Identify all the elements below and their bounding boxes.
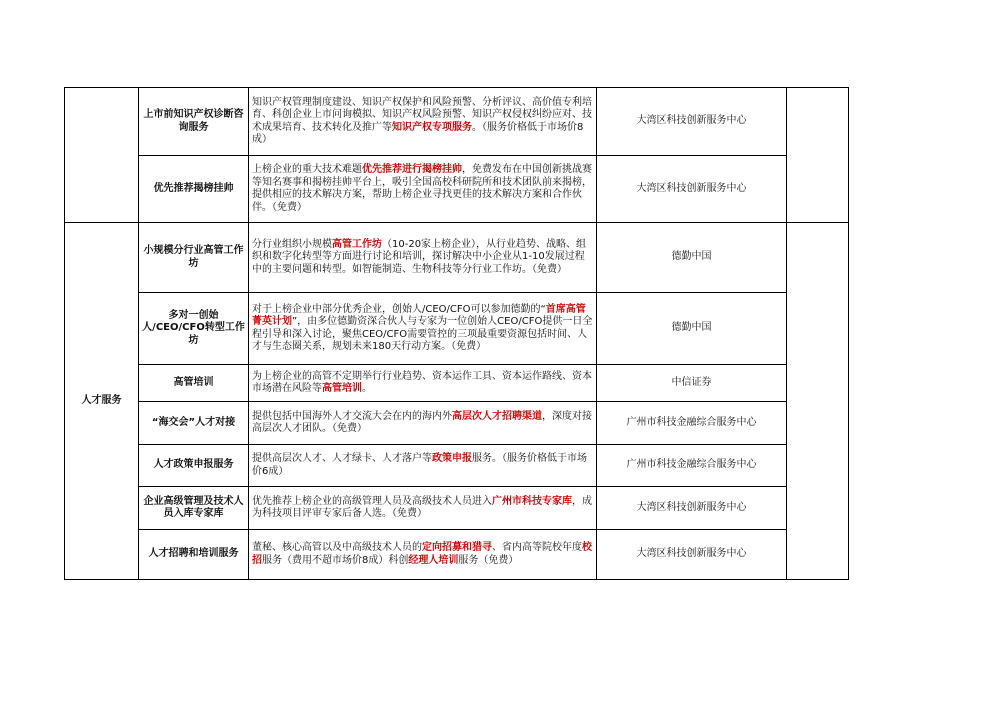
service-desc — [249, 365, 597, 402]
table-row — [65, 487, 849, 530]
service-desc — [249, 156, 597, 223]
service-desc — [249, 445, 597, 487]
highlight-text: 高管培训 — [322, 383, 362, 394]
service-name: “海交会”人才对接 — [139, 402, 249, 445]
highlight-text: 高层次人才招聘渠道 — [452, 410, 542, 422]
highlight-text: 定向招募和猎寻 — [422, 542, 492, 553]
service-desc — [249, 402, 597, 445]
highlight-text: 经理人培训 — [408, 554, 459, 566]
provider-cell: 大湾区科技创新服务中心 — [597, 530, 787, 580]
blank-cell — [787, 223, 849, 580]
desc-text: 对于上榜企业中部分优秀企业，创始人/CEO/CFO可以参加德勤的“ — [252, 303, 546, 315]
desc-text: ，成为科技项目评审专家后备人选。（免费） — [252, 495, 592, 519]
desc-text: （10-20家上榜企业），从行业趋势、战略、组织和数字化转型等方面进行讨论和培训，探讨解决中小企业从1-10发展过程中的主要问题和转型。如智能制造、生物科技等分行业工作坊。（免费） — [252, 238, 587, 275]
service-name: 人才政策申报服务 — [139, 445, 249, 487]
table-row — [65, 293, 849, 365]
provider-cell: 广州市科技金融综合服务中心 — [597, 402, 787, 445]
table-row — [65, 156, 849, 223]
table-row — [65, 530, 849, 580]
provider-cell: 大湾区科技创新服务中心 — [597, 487, 787, 530]
table-row — [65, 402, 849, 445]
service-name: 上市前知识产权诊断咨询服务 — [139, 88, 249, 156]
service-name: 企业高级管理及技术人员入库专家库 — [139, 487, 249, 530]
service-table — [64, 87, 849, 580]
highlight-text: 首席高管菁英计划 — [252, 303, 586, 327]
table-row — [65, 445, 849, 487]
provider-cell: 广州市科技金融综合服务中心 — [597, 445, 787, 487]
desc-text: 提供包括中国海外人才交流大会在内的海内外 — [252, 410, 452, 422]
provider-cell: 中信证券 — [597, 365, 787, 402]
blank-cell — [787, 88, 849, 223]
service-name: 高管培训 — [139, 365, 249, 402]
table-row — [65, 223, 849, 293]
desc-text: 董秘、核心高管以及中高级技术人员的 — [252, 542, 422, 553]
service-desc — [249, 88, 597, 156]
provider-cell: 大湾区科技创新服务中心 — [597, 156, 787, 223]
desc-text: 上榜企业的重大技术难题 — [252, 164, 362, 175]
desc-text: 。 — [362, 383, 372, 394]
desc-text: 分行业组织小规模 — [252, 238, 332, 250]
desc-text: 优先推荐上榜企业的高级管理人员及高级技术人员进入 — [252, 495, 492, 507]
desc-text: 、省内高等院校年度 — [492, 542, 582, 553]
service-name: 优先推荐揭榜挂帅 — [139, 156, 249, 223]
desc-text: 。（服务价格低于市场价8成） — [252, 121, 584, 145]
table-row — [65, 88, 849, 156]
highlight-text: 高管工作坊 — [332, 238, 382, 250]
table-row — [65, 365, 849, 402]
provider-cell: 德勤中国 — [597, 293, 787, 365]
highlight-text: 优先推荐进行揭榜挂帅 — [362, 164, 462, 175]
category-cell-talent: 人才服务 — [65, 223, 139, 580]
highlight-text: 政策申报 — [432, 453, 472, 464]
service-desc — [249, 530, 597, 580]
service-name: 人才招聘和培训服务 — [139, 530, 249, 580]
highlight-text: 知识产权专项服务 — [392, 121, 472, 133]
service-desc — [249, 487, 597, 530]
desc-text: 服务（费用不超市场价8成）科创 — [262, 554, 409, 566]
service-name: 小规模分行业高管工作坊 — [139, 223, 249, 293]
highlight-text: 校招 — [252, 542, 592, 566]
service-name: 多对一创始人/CEO/CFO转型工作坊 — [139, 293, 249, 365]
desc-text: 为上榜企业的高管不定期举行行业趋势、资本运作工具、资本运作路线、资本市场潜在风险等 — [252, 370, 592, 394]
desc-text: 提供高层次人才、人才绿卡、人才落户等 — [252, 453, 432, 464]
provider-cell: 大湾区科技创新服务中心 — [597, 88, 787, 156]
desc-text: ，深度对接高层次人才团队。（免费） — [252, 410, 592, 434]
desc-text: 服务。（服务价格低于市场价6成） — [252, 453, 587, 477]
service-desc — [249, 293, 597, 365]
category-cell-prev — [65, 88, 139, 223]
desc-text: 服务（免费） — [458, 554, 519, 566]
desc-text: ”，由多位德勤资深合伙人与专家为一位创始人CEO/CFO提供一日全程引导和深入讨论，聚焦CEO/CFO需要管控的三项最重要资源包括时间、人才与生态圈关系，规划未来180天行动方案。（免费） — [252, 316, 593, 352]
service-desc — [249, 223, 597, 293]
provider-cell: 德勤中国 — [597, 223, 787, 293]
highlight-text: 广州市科技专家库 — [492, 495, 572, 507]
desc-text: ，免费发布在中国创新挑战赛等知名赛事和揭榜挂帅平台上，吸引全国高校科研院所和技术团队前来揭榜，提供相应的技术解决方案，帮助上榜企业寻找更佳的技术解决方案和合作伙伴。（免费） — [252, 164, 592, 213]
desc-text: 知识产权管理制度建设、知识产权保护和风险预警、分析评议、高价值专利培育、科创企业上市问询模拟、知识产权风险预警、知识产权侵权纠纷应对、技术成果培育、技术转化及推广等 — [252, 96, 592, 133]
